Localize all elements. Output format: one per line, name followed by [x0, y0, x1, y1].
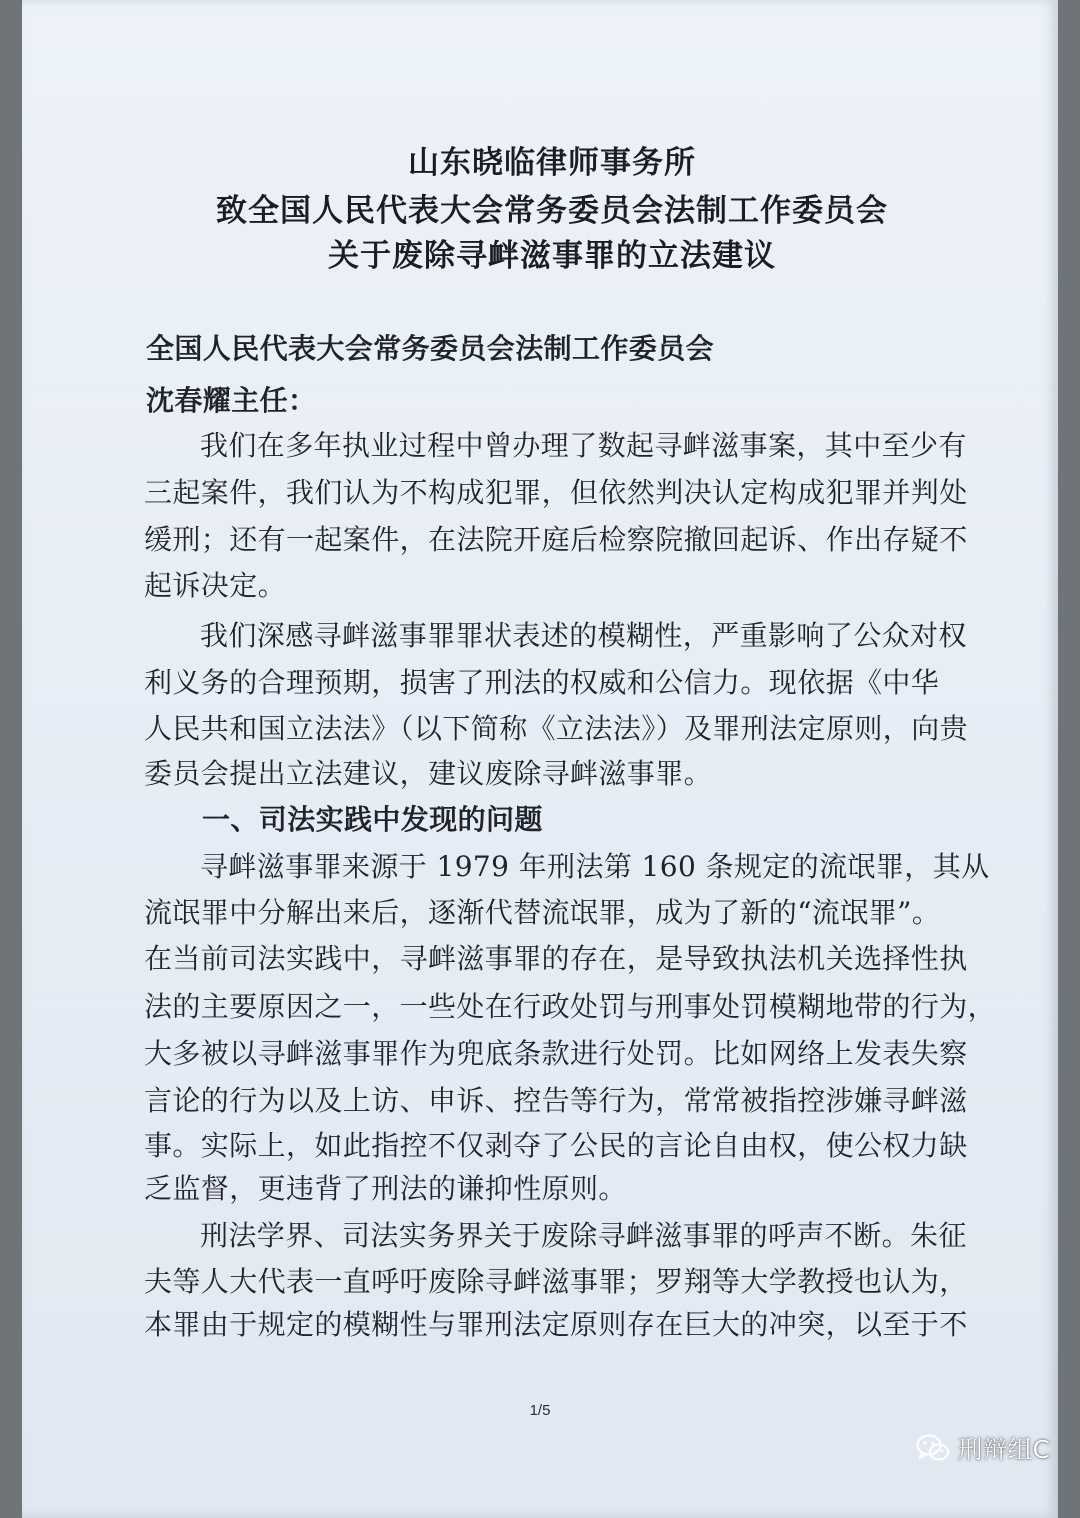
- paragraph-line: 我们在多年执业过程中曾办理了数起寻衅滋事案，其中至少有: [200, 429, 967, 462]
- paragraph-line: 刑法学界、司法实务界关于废除寻衅滋事罪的呼声不断。朱征: [200, 1219, 967, 1252]
- paragraph-line: 我们深感寻衅滋事罪罪状表述的模糊性，严重影响了公众对权: [200, 619, 967, 652]
- paragraph-line: 夫等人大代表一直呼吁废除寻衅滋事罪；罗翔等大学教授也认为，: [144, 1265, 968, 1298]
- section-heading: 一、司法实践中发现的问题: [202, 803, 543, 836]
- paragraph-line: 起诉决定。: [144, 569, 287, 602]
- paragraph-line: 本罪由于规定的模糊性与罪刑法定原则存在巨大的冲突，以至于不: [144, 1308, 968, 1341]
- document-page: [22, 0, 1058, 1518]
- paragraph-line: 言论的行为以及上访、申诉、控告等行为，常常被指控涉嫌寻衅滋: [144, 1084, 968, 1117]
- paragraph-line: 寻衅滋事罪来源于 1979 年刑法第 160 条规定的流氓罪，其从: [200, 850, 990, 883]
- paragraph-line: 利义务的合理预期，损害了刑法的权威和公信力。现依据《中华: [144, 666, 940, 699]
- title-line: 致全国人民代表大会常务委员会法制工作委员会: [216, 193, 888, 229]
- paragraph-line: 大多被以寻衅滋事罪作为兜底条款进行处罚。比如网络上发表失察: [144, 1037, 968, 1070]
- paragraph-line: 缓刑；还有一起案件，在法院开庭后检察院撤回起诉、作出存疑不: [144, 523, 968, 556]
- paragraph-line: 乏监督，更违背了刑法的谦抑性原则。: [144, 1172, 627, 1205]
- title-line: 山东晓临律师事务所: [408, 145, 696, 181]
- salutation: 沈春耀主任：: [146, 384, 317, 417]
- paragraph-line: 三起案件，我们认为不构成犯罪，但依然判决认定构成犯罪并判处: [144, 476, 968, 509]
- watermark-text: 刑辩组C: [957, 1435, 1050, 1464]
- wechat-icon: [916, 1433, 950, 1463]
- paragraph-line: 委员会提出立法建议，建议废除寻衅滋事罪。: [144, 757, 713, 790]
- paragraph-line: 法的主要原因之一，一些处在行政处罚与刑事处罚模糊地带的行为，: [144, 990, 997, 1023]
- paragraph-line: 在当前司法实践中，寻衅滋事罪的存在，是导致执法机关选择性执: [144, 942, 968, 975]
- account-watermark: [916, 1430, 1050, 1466]
- paragraph-line: 事。实际上，如此指控不仅剥夺了公民的言论自由权，使公权力缺: [144, 1129, 968, 1162]
- paragraph-line: 流氓罪中分解出来后，逐渐代替流氓罪，成为了新的“流氓罪”。: [144, 896, 941, 929]
- page-number: 1/5: [529, 1402, 551, 1419]
- paragraph-line: 人民共和国立法法》（以下简称《立法法》）及罪刑法定原则，向贵: [144, 712, 969, 745]
- title-line: 关于废除寻衅滋事罪的立法建议: [328, 238, 776, 274]
- addressee: 全国人民代表大会常务委员会法制工作委员会: [146, 332, 715, 365]
